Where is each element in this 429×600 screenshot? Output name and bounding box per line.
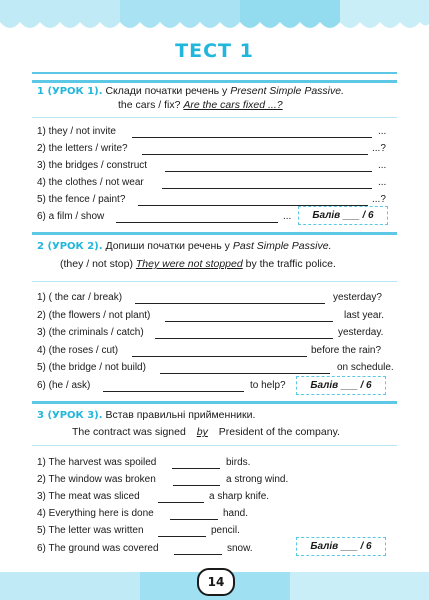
section3-lesson: 3 (УРОК 3). xyxy=(37,410,103,421)
title-divider xyxy=(32,72,397,74)
section2-example xyxy=(60,258,336,270)
section3-item-6-tail: snow. xyxy=(227,543,253,554)
section2-item-3-tail: yesterday. xyxy=(338,327,384,338)
section2-mid-divider xyxy=(32,281,397,282)
page-title: ТЕСТ 1 xyxy=(175,40,254,62)
section2-item-2-tail: last year. xyxy=(344,310,385,321)
section2-example-answer: They were not stopped xyxy=(135,258,243,270)
section1-item-4-tail: ... xyxy=(378,177,387,188)
section1-heading xyxy=(37,85,344,98)
section2-score-box[interactable]: Балів ___ / 6 xyxy=(296,376,386,395)
section2-item-3: 3) (the criminals / catch) xyxy=(37,327,144,338)
section1-item-1: 1) they / not invite xyxy=(37,126,116,137)
section1-item-6-tail: ... xyxy=(283,211,292,222)
answer-line[interactable] xyxy=(165,321,333,322)
section3-example-answer: by xyxy=(196,426,208,438)
section1-tense: Present Simple Passive. xyxy=(230,85,345,97)
answer-line[interactable] xyxy=(155,338,333,339)
answer-line[interactable] xyxy=(132,356,307,357)
section3-item-5: 5) The letter was written xyxy=(37,525,144,536)
answer-line[interactable] xyxy=(158,502,204,503)
section3-item-4-tail: hand. xyxy=(223,508,249,519)
section1-item-5-tail: ...? xyxy=(372,194,386,205)
section3-heading xyxy=(37,409,255,422)
section1-item-3: 3) the bridges / construct xyxy=(37,160,148,171)
section2-example-prompt: (they / not stop) xyxy=(60,258,133,270)
section1-item-3-tail: ... xyxy=(378,160,387,171)
section3-item-1: 1) The harvest was spoiled xyxy=(37,457,157,468)
section3-instruction: Встав правильні прийменники. xyxy=(105,409,256,421)
answer-line[interactable] xyxy=(160,373,330,374)
section1-score-box[interactable]: Балів ___ / 6 xyxy=(298,206,388,225)
section2-tense: Past Simple Passive. xyxy=(232,240,332,252)
section1-instruction: Склади початки речень у xyxy=(105,85,231,97)
section1-item-2: 2) the letters / write? xyxy=(37,143,128,154)
section3-item-6: 6) The ground was covered xyxy=(37,543,159,554)
section3-top-divider xyxy=(32,401,397,404)
answer-line[interactable] xyxy=(174,554,222,555)
section3-item-1-tail: birds. xyxy=(226,457,251,468)
section2-top-divider xyxy=(32,232,397,235)
section3-mid-divider xyxy=(32,445,397,446)
page-number: 14 xyxy=(197,568,235,596)
section2-example-tail: by the traffic police. xyxy=(245,258,336,270)
section3-item-2: 2) The window was broken xyxy=(37,474,156,485)
answer-line[interactable] xyxy=(142,154,368,155)
section1-lesson: 1 (УРОК 1). xyxy=(37,86,103,97)
section3-score-box[interactable]: Балів ___ / 6 xyxy=(296,537,386,556)
answer-line[interactable] xyxy=(162,188,372,189)
section2-item-1-tail: yesterday? xyxy=(333,292,382,303)
section1-item-5: 5) the fence / paint? xyxy=(37,194,126,205)
section3-item-3: 3) The meat was sliced xyxy=(37,491,140,502)
section2-item-6: 6) (he / ask) xyxy=(37,380,91,391)
section1-mid-divider xyxy=(32,117,397,118)
section2-instruction: Допиши початки речень у xyxy=(105,240,233,252)
section2-item-2: 2) (the flowers / not plant) xyxy=(37,310,151,321)
section3-item-2-tail: a strong wind. xyxy=(226,474,289,485)
section1-item-1-tail: ... xyxy=(378,126,387,137)
section3-example-end: President of the company. xyxy=(218,426,340,438)
section1-example-answer: Are the cars fixed ...? xyxy=(183,99,283,111)
answer-line[interactable] xyxy=(116,222,278,223)
section1-example-prompt: the cars / fix? xyxy=(118,99,181,111)
answer-line[interactable] xyxy=(172,468,220,469)
answer-line[interactable] xyxy=(103,391,244,392)
answer-line[interactable] xyxy=(135,303,325,304)
section1-item-4: 4) the clothes / not wear xyxy=(37,177,144,188)
section1-top-divider xyxy=(32,80,397,83)
top-wave-band xyxy=(0,0,429,34)
answer-line[interactable] xyxy=(170,519,218,520)
section2-item-6-tail: to help? xyxy=(250,380,286,391)
section2-lesson: 2 (УРОК 2). xyxy=(37,241,103,252)
section1-example xyxy=(118,99,283,111)
answer-line[interactable] xyxy=(132,137,372,138)
section2-item-4: 4) (the roses / cut) xyxy=(37,345,119,356)
section3-item-5-tail: pencil. xyxy=(211,525,240,536)
answer-line[interactable] xyxy=(165,171,372,172)
section3-example xyxy=(72,426,340,438)
section3-example-start: The contract was signed xyxy=(72,426,186,438)
section2-item-1: 1) ( the car / break) xyxy=(37,292,123,303)
section2-item-5-tail: on schedule. xyxy=(337,362,394,373)
section2-item-5: 5) (the bridge / not build) xyxy=(37,362,146,373)
section2-heading xyxy=(37,240,331,253)
section1-item-2-tail: ...? xyxy=(372,143,386,154)
section3-item-3-tail: a sharp knife. xyxy=(209,491,270,502)
answer-line[interactable] xyxy=(173,485,220,486)
section1-item-6: 6) a film / show xyxy=(37,211,105,222)
section2-item-4-tail: before the rain? xyxy=(311,345,382,356)
section3-item-4: 4) Everything here is done xyxy=(37,508,154,519)
answer-line[interactable] xyxy=(158,536,206,537)
